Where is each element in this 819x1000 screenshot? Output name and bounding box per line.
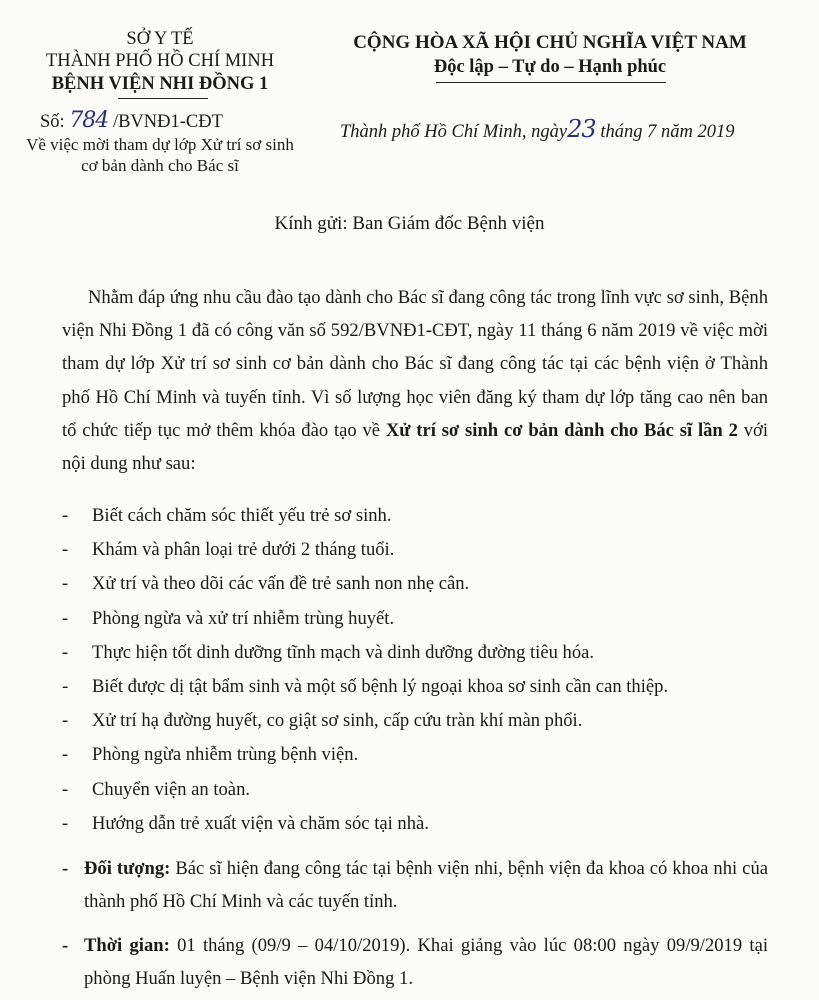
item-dash: - (62, 676, 69, 697)
target-audience-text: Bác sĩ hiện đang công tác tại bệnh viện nhi, bệnh viện đa khoa có khoa nhi của thành phố Hồ Chí Minh và các tuyến tỉnh. (84, 858, 768, 912)
hospital-underline (118, 98, 208, 99)
schedule (62, 929, 768, 995)
country-name: CỘNG HÒA XÃ HỘI CHỦ NGHĨA VIỆT NAM (353, 32, 747, 53)
handwritten-number: 784 (69, 108, 109, 133)
content-item-text: Hướng dẫn trẻ xuất viện và chăm sóc tại nhà. (92, 812, 429, 834)
item-dash: - (62, 778, 69, 800)
content-item-text: Khám và phân loại trẻ dưới 2 tháng tuổi. (92, 539, 395, 561)
content-item-text: Biết cách chăm sóc thiết yếu trẻ sơ sinh. (92, 505, 392, 526)
item-dash: - (62, 641, 69, 663)
motto-underline (436, 82, 666, 83)
hospital-name: BỆNH VIỆN NHI ĐỒNG 1 (51, 74, 269, 94)
item-dash: - (62, 539, 69, 561)
subject-line-1: Về việc mời tham dự lớp Xử trí sơ sinh (26, 135, 294, 154)
content-item-text: Phòng ngừa nhiễm trùng bệnh viện. (92, 744, 359, 766)
content-item-text: Xử trí hạ đường huyết, co giật sơ sinh, cấp cứu tràn khí màn phổi. (92, 710, 583, 732)
motto: Độc lập – Tự do – Hạnh phúc (433, 57, 667, 77)
target-audience-label: Đối tượng: (84, 858, 171, 879)
target-audience (62, 852, 768, 918)
content-item-text: Phòng ngừa và xử trí nhiễm trùng huyết. (92, 607, 395, 629)
item-dash: - (62, 710, 69, 732)
item-dash: - (62, 607, 69, 629)
content-item-text: Xử trí và theo dõi các vấn đề trẻ sanh non nhẹ cân. (92, 573, 470, 595)
handwritten-day: 23 (567, 115, 596, 143)
city-name: THÀNH PHỐ HỒ CHÍ MINH (45, 51, 275, 71)
document-number: Số: 784 /BVNĐ1-CĐT (40, 108, 223, 133)
recipient: Kính gửi: Ban Giám đốc Bệnh viện (274, 213, 545, 234)
item-dash: - (62, 812, 69, 834)
subject-line-2: cơ bản dành cho Bác sĩ (81, 156, 239, 175)
document-date: Thành phố Hồ Chí Minh, ngày23 tháng 7 năm 2019 (340, 115, 735, 143)
content-item-text: Thực hiện tốt dinh dưỡng tĩnh mạch và dinh dưỡng đường tiêu hóa. (92, 641, 595, 663)
content-item-text: Biết được dị tật bẩm sinh và một số bệnh lý ngoại khoa sơ sinh cần can thiệp. (92, 676, 669, 697)
item-dash: - (62, 935, 69, 956)
item-dash: - (62, 505, 69, 526)
item-dash: - (62, 573, 69, 595)
agency-name: SỞ Y TẾ (126, 29, 194, 49)
schedule-label: Thời gian: (84, 935, 170, 956)
schedule-text: 01 tháng (09/9 – 04/10/2019). Khai giảng vào lúc 08:00 ngày 09/9/2019 tại phòng Huấn luyện – Bệnh viện Nhi Đồng 1. (84, 935, 768, 989)
item-dash: - (62, 744, 69, 766)
intro-paragraph: Nhằm đáp ứng nhu cầu đào tạo dành cho Bác sĩ đang công tác trong lĩnh vực sơ sinh, Bệnh viện Nhi Đồng 1 đã có công văn số 592/BVNĐ1-CĐT, ngày 11 tháng 6 năm 2019 về việc mời tham dự lớp Xử trí sơ sinh cơ bản dành cho Bác sĩ đang công tác tại các bệnh viện ở Thành phố Hồ Chí Minh và tuyến tỉnh. Vì số lượng học viên đăng ký tham dự lớp tăng cao nên ban tổ chức tiếp tục mở thêm khóa đào tạo về Xử trí sơ sinh cơ bản dành cho Bác sĩ lần 2 với nội dung như sau: (62, 287, 768, 475)
content-item-text: Chuyển viện an toàn. (92, 778, 251, 800)
item-dash: - (62, 858, 69, 879)
